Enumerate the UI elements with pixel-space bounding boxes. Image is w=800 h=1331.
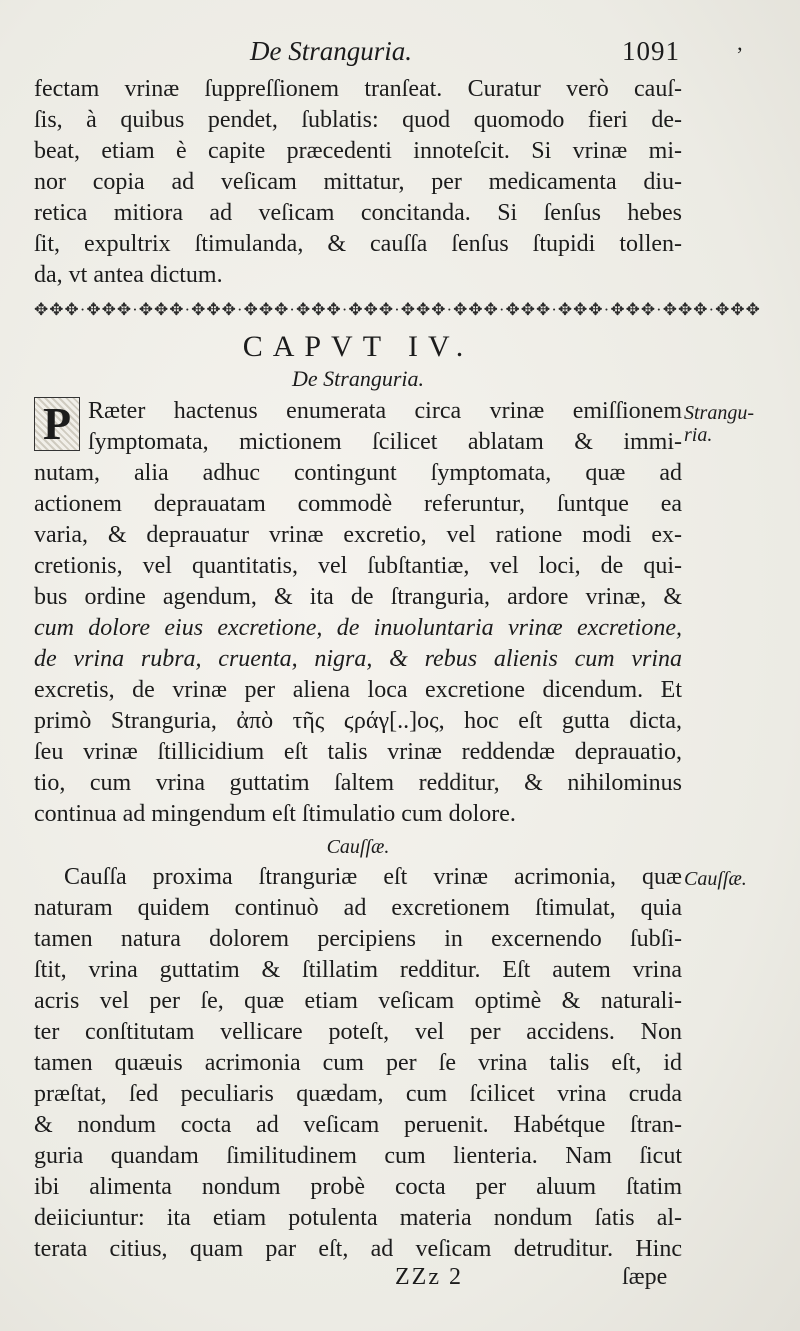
- text-line: ibi alimenta nondum probè cocta per aluum ſtatim: [34, 1174, 682, 1200]
- text-line: acris vel per ſe, quæ etiam veſicam optimè & naturali-: [34, 988, 682, 1014]
- text-line: præſtat, ſed peculiaris quædam, cum ſcilicet vrina cruda: [34, 1081, 682, 1107]
- running-header: [250, 36, 680, 76]
- text-line: ſeu vrinæ ſtillicidium eſt talis vrinæ reddendæ deprauatio,: [34, 739, 682, 765]
- ornament-divider: ✥✥✥·✥✥✥·✥✥✥·✥✥✥·✥✥✥·✥✥✥·✥✥✥·✥✥✥·✥✥✥·✥✥✥·✥✥✥·✥✥✥·✥✥✥·✥✥✥: [34, 300, 761, 319]
- text-line: tio, cum vrina guttatim ſaltem redditur, & nihilominus: [34, 770, 682, 796]
- paragraph-causes: [34, 862, 682, 1265]
- margin-note-line: Strangu-: [684, 402, 754, 424]
- text-line: primò Stranguria, ἀπὸ τῆς ϛράγ[..]ος, hoc eſt gutta dicta,: [34, 708, 682, 734]
- text-line: nor copia ad veſicam mittatur, per medicamenta diu-: [34, 169, 682, 195]
- signature-mark: ZZz 2: [395, 1264, 463, 1290]
- text-line: bus ordine agendum, & ita de ſtranguria, ardore vrinæ, &: [34, 584, 682, 610]
- text-line: nutam, alia adhuc contingunt ſymptomata, quæ ad: [34, 460, 682, 486]
- margin-note-stranguria: [684, 402, 754, 446]
- text-line: ſit, expultrix ſtimulanda, & cauſſa ſenſus ſtupidi tollen-: [34, 231, 682, 257]
- text-line: tamen quæuis acrimonia cum per ſe vrina talis eſt, id: [34, 1050, 682, 1076]
- chapter-subtitle: De Stranguria.: [292, 366, 424, 391]
- text-line: de vrina rubra, cruenta, nigra, & rebus alienis cum vrina: [34, 646, 682, 672]
- text-line: terata citius, quam par eſt, ad veſicam detruditur. Hinc: [34, 1236, 682, 1262]
- text-line: Cauſſa proxima ſtranguriæ eſt vrinæ acrimonia, quæ: [64, 864, 682, 890]
- page-number: 1091: [622, 36, 680, 66]
- text-line: deiiciuntur: ita etiam potulenta materia nondum ſatis al-: [34, 1205, 682, 1231]
- continued-paragraph: [34, 74, 682, 291]
- text-line: ſtit, vrina guttatim & ſtillatim redditur. Eſt autem vrina: [34, 957, 682, 983]
- text-line: excretis, de vrinæ per aliena loca excretione dicendum. Et: [34, 677, 682, 703]
- text-line: continua ad mingendum eſt ſtimulatio cum dolore.: [34, 801, 516, 827]
- text-line: actionem deprauatam commodè referuntur, ſuntque ea: [34, 491, 682, 517]
- text-line: guria quandam ſimilitudinem cum lienteria. Nam ſicut: [34, 1143, 682, 1169]
- text-line: naturam quidem continuò ad excretionem ſtimulat, quia: [34, 895, 682, 921]
- text-line: beat, etiam è capite præcedenti innoteſcit. Si vrinæ mi-: [34, 138, 682, 164]
- text-line: fectam vrinæ ſuppreſſionem tranſeat. Curatur verò cauſ-: [34, 76, 682, 102]
- section-heading: Cauſſæ.: [326, 836, 390, 858]
- text-line: cum dolore eius excretione, de inuoluntaria vrinæ excretione,: [34, 615, 682, 641]
- text-line: varia, & deprauatur vrinæ excretio, vel ratione modi ex-: [34, 522, 682, 548]
- text-line: & nondum cocta ad veſicam peruenit. Habétque ſtran-: [34, 1112, 682, 1138]
- text-line: ſis, à quibus pendet, ſublatis: quod quomodo fieri de-: [34, 107, 682, 133]
- text-line: ter conſtitutam vellicare poteſt, vel per accidens. Non: [34, 1019, 682, 1045]
- drop-cap: P: [34, 397, 80, 451]
- text-line: retica mitiora ad veſicam concitanda. Si ſenſus hebes: [34, 200, 682, 226]
- text-line: tamen natura dolorem percipiens in excernendo ſubſi-: [34, 926, 682, 952]
- text-line: cretionis, vel quantitatis, vel ſubſtantiæ, vel loci, de qui-: [34, 553, 682, 579]
- margin-note-line: ria.: [684, 424, 713, 446]
- running-title: De Stranguria.: [250, 36, 412, 66]
- chapter-heading: CAPVT IV.: [242, 330, 474, 363]
- catchword: ſæpe: [622, 1264, 668, 1290]
- text-line: ſymptomata, mictionem ſcilicet ablatam & immi-: [88, 429, 682, 455]
- margin-note-caussae: Cauſſæ.: [684, 868, 747, 890]
- text-line: da, vt antea dictum.: [34, 262, 223, 288]
- margin-mark: ’: [736, 42, 744, 67]
- paragraph-definition: [34, 396, 682, 830]
- text-line: Ræter hactenus enumerata circa vrinæ emiſſionem: [88, 398, 682, 424]
